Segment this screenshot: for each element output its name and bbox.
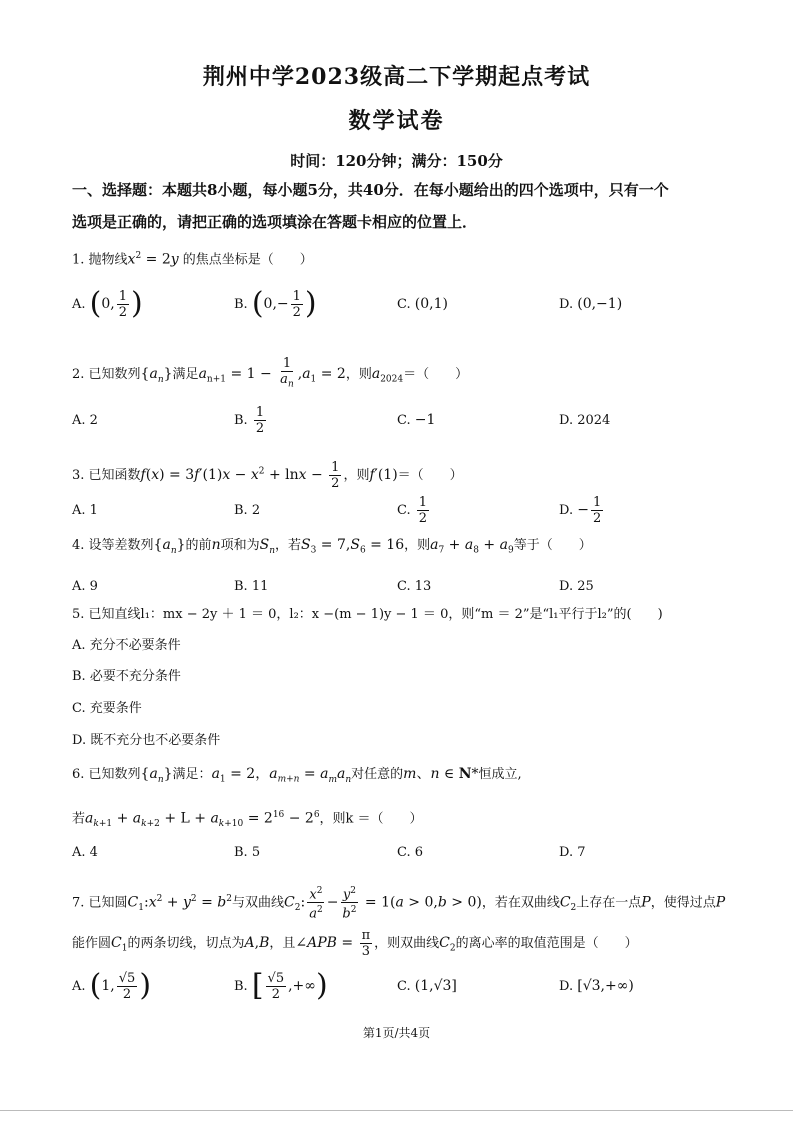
q5-option-c[interactable]: C. 充要条件 (72, 701, 142, 716)
q1-option-d[interactable]: D. (0,−1) (559, 296, 623, 312)
section-1-heading: 一、选择题：本题共8小题，每小题5分，共40分．在每小题给出的四个选项中，只有一个 选项是正确的，请把正确的选项填涂在答题卡相应的位置上． (72, 181, 669, 231)
exam-title: 荆州中学2023级高二下学期起点考试 (202, 64, 591, 90)
q3-option-b[interactable]: B. 2 (234, 502, 261, 518)
q5-option-b[interactable]: B. 必要不充分条件 (72, 669, 181, 684)
q3-option-d[interactable]: D. − $\frac{1}{2}$ (559, 494, 602, 526)
question-7-line-2: 能作圆$C_1$的两条切线，切点为A,B，且∠APB = $\frac{\pi}{3}$ ，则双曲线$C_2$的离心率的取值范围是（ ） (72, 928, 638, 959)
page-footer: 第1页/共4页 (362, 1026, 431, 1040)
q3-option-a[interactable]: A. 1 (72, 502, 98, 518)
q3-option-c[interactable]: C. $\frac{1}{2}$ (397, 494, 428, 526)
q1-option-b[interactable]: B. ( 0,− $\frac{1}{2}$ ) (234, 286, 317, 321)
question-6-options (72, 830, 732, 874)
q4-option-a[interactable]: A. 9 (72, 578, 98, 594)
q4-option-d[interactable]: D. 25 (559, 578, 594, 594)
q7-option-d[interactable]: D. [√3,+∞) (559, 978, 634, 994)
q6-option-b[interactable]: B. 5 (234, 844, 261, 860)
q4-option-b[interactable]: B. 11 (234, 578, 269, 594)
question-2: 2. 已知数列$\{a_n\}$满足$a_{n+1} = 1$ − $\frac{1}{a_n}$ $,a_1 = 2$，则$a_{2024}=$（ ） (72, 356, 469, 390)
q6-option-d[interactable]: D. 7 (559, 844, 586, 860)
question-4-options (72, 564, 732, 608)
q5-option-d[interactable]: D. 既不充分也不必要条件 (72, 733, 221, 748)
q2-option-b[interactable]: B. $\frac{1}{2}$ (234, 404, 265, 436)
q2-option-c[interactable]: C. −1 (397, 412, 436, 428)
question-7-options (72, 964, 732, 1008)
question-6-line-2: 若$a_{k+1} + a_{k+2} + L + a_{k+10} = 2^{16} - 2^6$，则k ＝（ ） (72, 810, 423, 829)
q2-option-d[interactable]: D. 2024 (559, 412, 611, 428)
question-6: 6. 已知数列$\{a_n\}$满足：$a_1 = 2$，$a_{m+n} = a_ma_n$对任意的m、n ∈ N*恒成立, (72, 766, 522, 785)
question-4: 4. 设等差数列$\{a_n\}$的前n项和为$S_n$，若$S_3 = 7,S_6 = 16$，则$a_7 + a_8 + a_9$等于（ ） (72, 537, 592, 556)
q6-option-c[interactable]: C. 6 (397, 844, 424, 860)
question-3: 3. 已知函数$f(x) = 3f'(1)x - x^2 + \ln x$ − $\frac{1}{2}$ ，则f′(1)＝（ ） (72, 460, 463, 491)
q7-option-a[interactable]: A. ( 1, $\frac{√5}{2}$ ) (72, 968, 152, 1003)
q1-option-a[interactable]: A. ( 0, $\frac{1}{2}$ ) (72, 286, 143, 321)
q7-option-c[interactable]: C. (1,√3] (397, 978, 457, 994)
question-1: 1. 抛物线$x^2 = 2y$ 的焦点坐标是（ ） (72, 251, 313, 268)
exam-time-info: 时间：120分钟；满分：150分 (290, 152, 503, 170)
q1-option-c[interactable]: C. (0,1) (397, 296, 448, 312)
question-3-options (72, 488, 732, 532)
question-7: 7. 已知圆$C_1:x^2 + y^2 = b^2$与双曲线$C_2$: $\frac{x^2}{a^2}$ − $\frac{y^2}{b^2}$ = 1(a > 0,b > 0)，若在双曲线$C_2$上存在一点P，使得过点P (72, 886, 726, 922)
q2-option-a[interactable]: A. 2 (72, 412, 98, 428)
q7-option-b[interactable]: B. [ $\frac{√5}{2}$ ,+∞ ) (234, 968, 328, 1003)
page-bottom-rule (0, 1110, 793, 1111)
q4-option-c[interactable]: C. 13 (397, 578, 432, 594)
question-2-options (72, 398, 732, 442)
q5-option-a[interactable]: A. 充分不必要条件 (72, 638, 181, 653)
question-1-options (72, 282, 732, 326)
exam-subject: 数学试卷 (348, 108, 445, 134)
q6-option-a[interactable]: A. 4 (72, 844, 98, 860)
question-5: 5. 已知直线l₁：mx − 2y ＋ 1 ＝ 0，l₂：x −(m − 1)y − 1 ＝ 0，则“m ＝ 2”是“l₁平行于l₂”的( ) (72, 607, 663, 622)
